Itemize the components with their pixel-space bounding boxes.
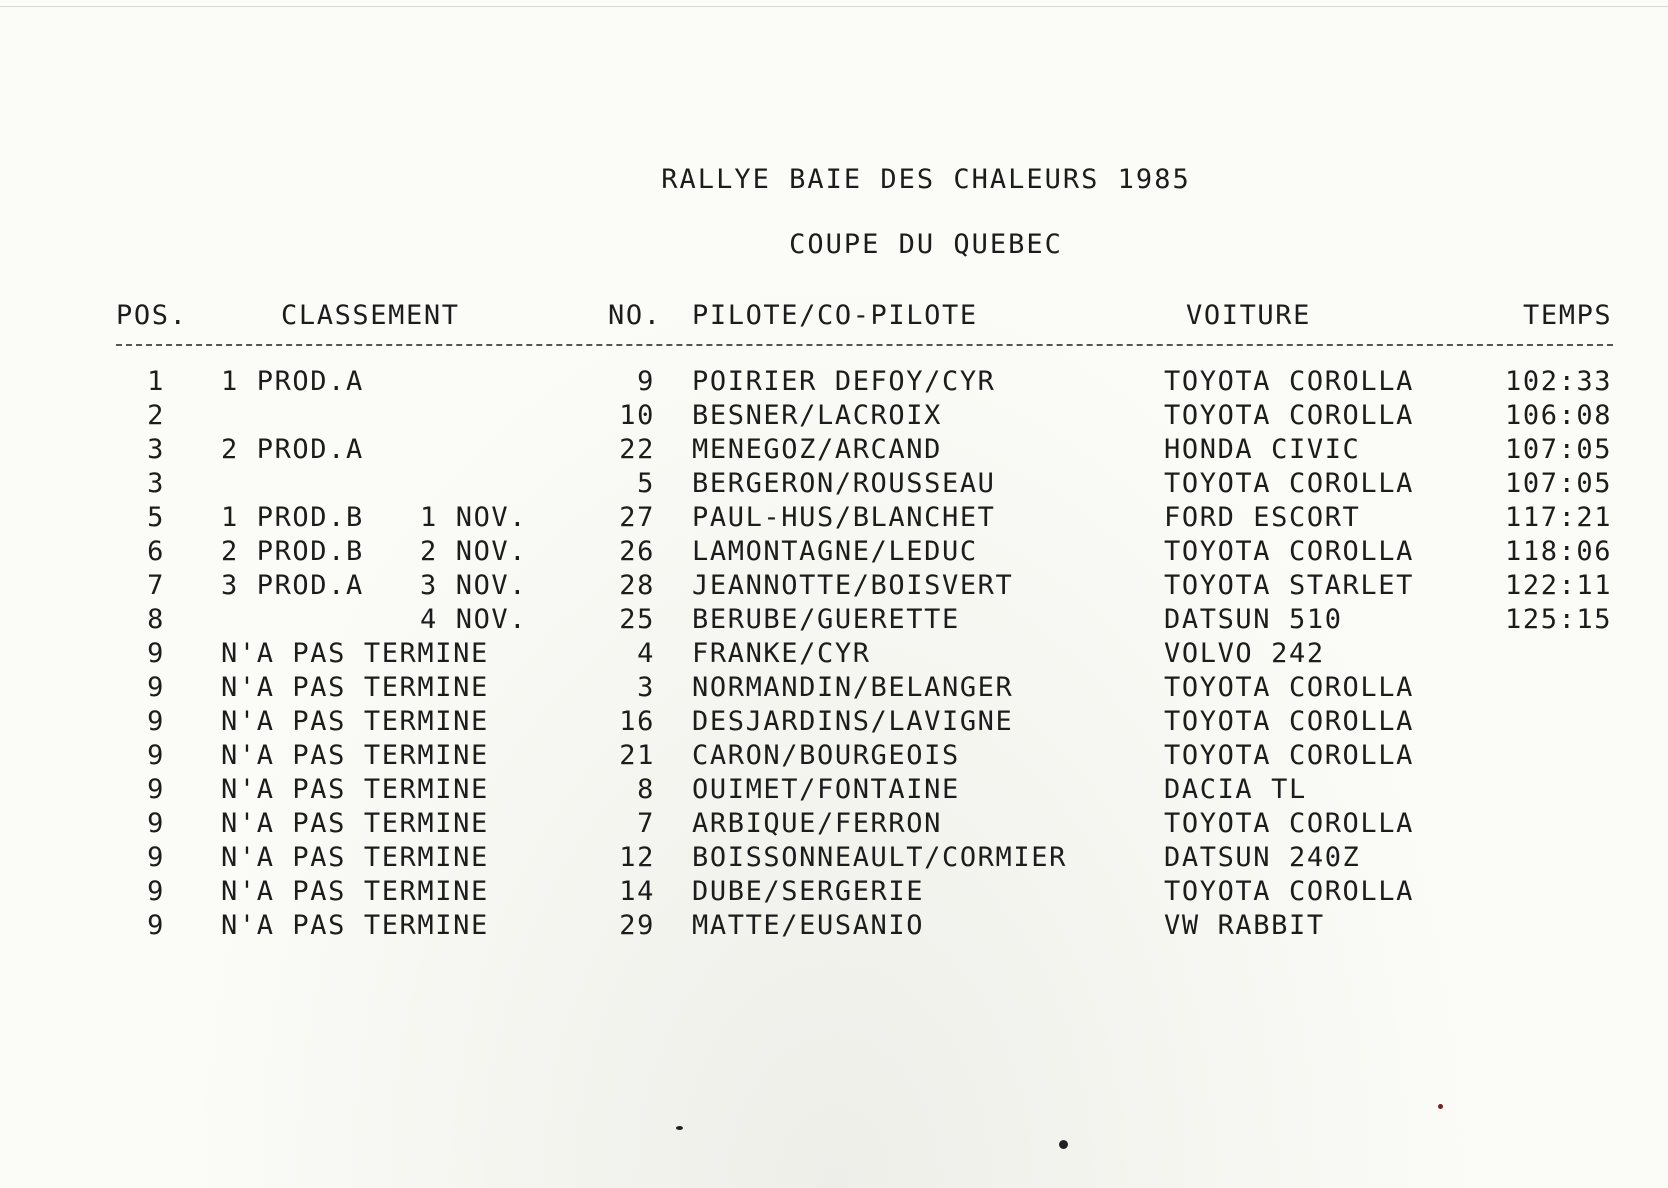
row-car-number: 7 (637, 808, 655, 839)
row-car-number: 14 (619, 876, 655, 907)
row-classement: N'A PAS TERMINE (221, 638, 489, 669)
row-pilote: CARON/BOURGEOIS (692, 740, 960, 771)
row-voiture: HONDA CIVIC (1164, 434, 1361, 465)
row-pilote: POIRIER DEFOY/CYR (692, 366, 996, 397)
row-pos: 9 (147, 740, 165, 771)
row-pilote: NORMANDIN/BELANGER (692, 672, 1014, 703)
row-voiture: TOYOTA COROLLA (1164, 876, 1414, 907)
row-voiture: TOYOTA COROLLA (1164, 400, 1414, 431)
row-pos: 9 (147, 672, 165, 703)
header-pilote: PILOTE/CO-PILOTE (692, 300, 978, 331)
row-pilote: BERGERON/ROUSSEAU (692, 468, 996, 499)
row-temps: 107:05 (1505, 468, 1613, 499)
row-pilote: ARBIQUE/FERRON (692, 808, 942, 839)
row-temps: 117:21 (1505, 502, 1613, 533)
row-classement: 3 PROD.A (221, 570, 364, 601)
row-classement: N'A PAS TERMINE (221, 876, 489, 907)
row-pilote: MATTE/EUSANIO (692, 910, 925, 941)
row-classement: N'A PAS TERMINE (221, 842, 489, 873)
row-classement: N'A PAS TERMINE (221, 672, 489, 703)
scan-speck (676, 1126, 683, 1130)
row-classement: N'A PAS TERMINE (221, 910, 489, 941)
row-voiture: DATSUN 240Z (1164, 842, 1361, 873)
row-pilote: DESJARDINS/LAVIGNE (692, 706, 1014, 737)
row-voiture: TOYOTA COROLLA (1164, 706, 1414, 737)
row-temps: 118:06 (1505, 536, 1613, 567)
row-car-number: 21 (619, 740, 655, 771)
page-title: RALLYE BAIE DES CHALEURS 1985 (661, 164, 1191, 195)
row-voiture: TOYOTA COROLLA (1164, 366, 1414, 397)
row-voiture: TOYOTA STARLET (1164, 570, 1414, 601)
row-classement: N'A PAS TERMINE (221, 706, 489, 737)
row-novice: 1 NOV. (420, 502, 528, 533)
row-car-number: 26 (619, 536, 655, 567)
row-pos: 9 (147, 910, 165, 941)
header-dashed-rule (116, 344, 1613, 346)
row-car-number: 4 (637, 638, 655, 669)
row-pos: 3 (147, 434, 165, 465)
row-classement: 2 PROD.B (221, 536, 364, 567)
row-pilote: PAUL-HUS/BLANCHET (692, 502, 996, 533)
row-car-number: 3 (637, 672, 655, 703)
row-pos: 3 (147, 468, 165, 499)
row-pos: 9 (147, 876, 165, 907)
row-car-number: 28 (619, 570, 655, 601)
row-voiture: TOYOTA COROLLA (1164, 536, 1414, 567)
row-pos: 9 (147, 842, 165, 873)
row-voiture: FORD ESCORT (1164, 502, 1361, 533)
row-pos: 5 (147, 502, 165, 533)
row-voiture: VW RABBIT (1164, 910, 1325, 941)
row-pilote: LAMONTAGNE/LEDUC (692, 536, 978, 567)
row-classement: 2 PROD.A (221, 434, 364, 465)
page-subtitle: COUPE DU QUEBEC (789, 229, 1063, 260)
row-car-number: 5 (637, 468, 655, 499)
row-car-number: 22 (619, 434, 655, 465)
scan-edge-line (0, 6, 1668, 7)
row-temps: 125:15 (1505, 604, 1613, 635)
row-voiture: DACIA TL (1164, 774, 1307, 805)
row-car-number: 12 (619, 842, 655, 873)
row-voiture: DATSUN 510 (1164, 604, 1343, 635)
row-pilote: BOISSONNEAULT/CORMIER (692, 842, 1067, 873)
row-car-number: 10 (619, 400, 655, 431)
row-car-number: 9 (637, 366, 655, 397)
row-pilote: DUBE/SERGERIE (692, 876, 925, 907)
row-temps: 122:11 (1505, 570, 1613, 601)
header-pos: POS. (116, 300, 188, 331)
row-pilote: BESNER/LACROIX (692, 400, 942, 431)
row-voiture: TOYOTA COROLLA (1164, 672, 1414, 703)
header-classement: CLASSEMENT (281, 300, 460, 331)
row-novice: 3 NOV. (420, 570, 528, 601)
row-temps: 106:08 (1505, 400, 1613, 431)
row-car-number: 29 (619, 910, 655, 941)
header-no: NO. (608, 300, 662, 331)
scan-speck (1438, 1104, 1443, 1109)
header-voiture: VOITURE (1186, 300, 1311, 331)
row-pilote: FRANKE/CYR (692, 638, 871, 669)
row-pos: 9 (147, 638, 165, 669)
row-temps: 102:33 (1505, 366, 1613, 397)
row-pos: 1 (147, 366, 165, 397)
scan-speck (1059, 1140, 1068, 1149)
row-pos: 9 (147, 808, 165, 839)
row-classement: N'A PAS TERMINE (221, 808, 489, 839)
row-car-number: 16 (619, 706, 655, 737)
row-pos: 2 (147, 400, 165, 431)
row-car-number: 25 (619, 604, 655, 635)
row-voiture: TOYOTA COROLLA (1164, 740, 1414, 771)
row-pilote: MENEGOZ/ARCAND (692, 434, 942, 465)
row-pos: 9 (147, 706, 165, 737)
row-pos: 8 (147, 604, 165, 635)
row-pos: 7 (147, 570, 165, 601)
row-voiture: TOYOTA COROLLA (1164, 808, 1414, 839)
row-classement: N'A PAS TERMINE (221, 740, 489, 771)
row-novice: 4 NOV. (420, 604, 528, 635)
row-classement: 1 PROD.B (221, 502, 364, 533)
header-temps: TEMPS (1523, 300, 1613, 331)
row-pos: 6 (147, 536, 165, 567)
row-car-number: 27 (619, 502, 655, 533)
row-pos: 9 (147, 774, 165, 805)
row-temps: 107:05 (1505, 434, 1613, 465)
row-pilote: OUIMET/FONTAINE (692, 774, 960, 805)
row-classement: N'A PAS TERMINE (221, 774, 489, 805)
row-voiture: VOLVO 242 (1164, 638, 1325, 669)
row-voiture: TOYOTA COROLLA (1164, 468, 1414, 499)
row-novice: 2 NOV. (420, 536, 528, 567)
row-pilote: JEANNOTTE/BOISVERT (692, 570, 1014, 601)
row-car-number: 8 (637, 774, 655, 805)
row-classement: 1 PROD.A (221, 366, 364, 397)
row-pilote: BERUBE/GUERETTE (692, 604, 960, 635)
